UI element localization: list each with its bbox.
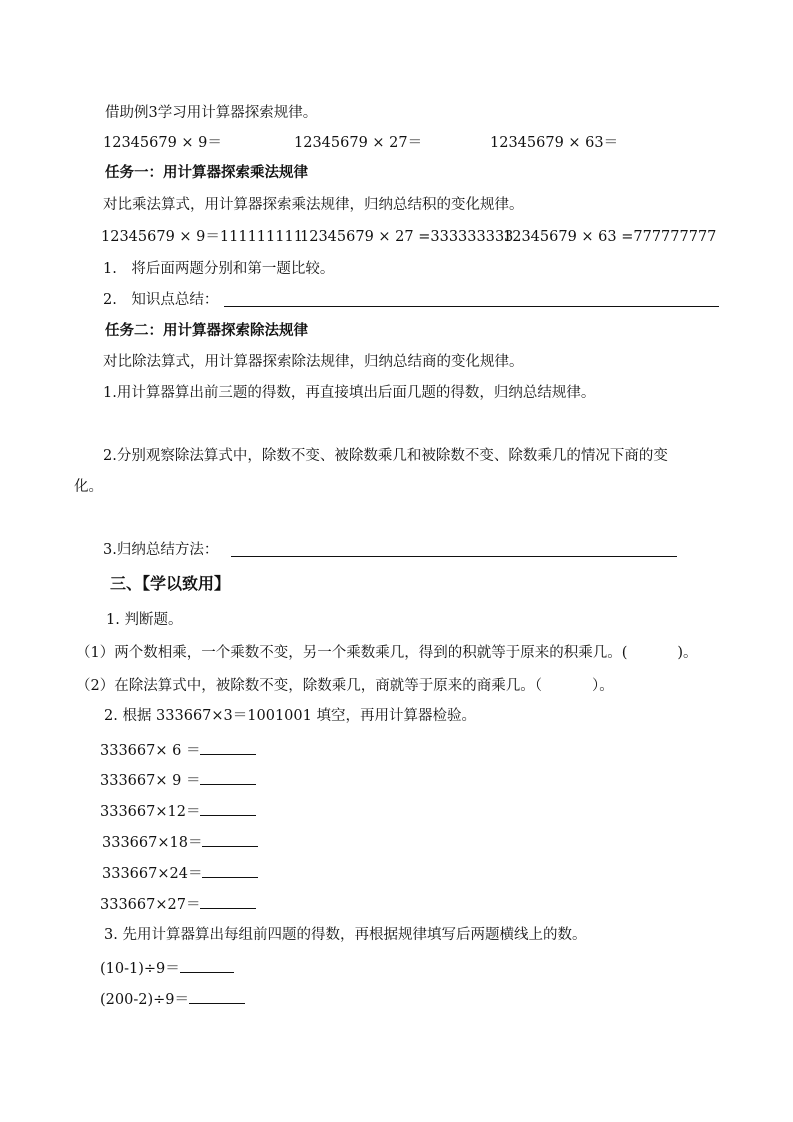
task2-step-2-line-2: 化。: [74, 479, 103, 495]
division-blank-1[interactable]: [180, 958, 234, 973]
judge-item-2-text: （2）在除法算式中，被除数不变，除数乘几，商就等于原来的商乘几。（: [76, 678, 542, 694]
preview-equation-3: 12345679 × 63＝: [490, 135, 619, 151]
fill-item-1: [100, 740, 256, 760]
task2-title: 任务二：用计算器探索除法规律: [105, 322, 308, 339]
task1-title: 任务一：用计算器探索乘法规律: [105, 164, 308, 181]
fill-item-2: [100, 770, 256, 790]
judge-item-1-close: )。: [677, 645, 698, 661]
fill-item-5: [102, 863, 258, 883]
task1-step-2-label: 2. 知识点总结：: [103, 292, 219, 308]
fill-blank-3[interactable]: [200, 801, 256, 816]
division-item-1-text: (10-1)÷9＝: [100, 961, 180, 977]
fill-blank-4[interactable]: [202, 832, 258, 847]
fill-item-4: [102, 832, 258, 852]
division-blank-2[interactable]: [189, 989, 245, 1004]
judge-item-2-close: ）。: [591, 678, 614, 694]
question2-title: 2. 根据 333667×3＝1001001 填空，再用计算器检验。: [104, 708, 476, 724]
fill-item-6-text: 333667×27＝: [100, 897, 201, 913]
task2-step-3-label: 3.归纳总结方法：: [103, 542, 219, 558]
judge-item-1: [76, 644, 698, 662]
preview-equation-2: 12345679 × 27＝: [294, 135, 423, 151]
task1-summary-blank[interactable]: [224, 306, 719, 307]
fill-item-3: [100, 801, 256, 821]
fill-item-5-text: 333667×24＝: [102, 866, 203, 882]
preview-equation-1: 12345679 × 9＝: [103, 135, 222, 151]
division-item-2-text: (200-2)÷9＝: [100, 992, 189, 1008]
task2-step-2-line-1: 2.分别观察除法算式中，除数不变、被除数乘几和被除数不变、除数乘几的情况下商的变: [103, 448, 668, 464]
section3-title: 三、【学以致用】: [110, 574, 231, 593]
question3-title: 3. 先用计算器算出每组前四题的得数，再根据规律填写后两题横线上的数。: [104, 927, 587, 943]
fill-item-4-text: 333667×18＝: [102, 835, 203, 851]
intro-text: 借助例3学习用计算器探索规律。: [105, 105, 318, 121]
task2-step-1: 1.用计算器算出前三题的得数，再直接填出后面几题的得数，归纳总结规律。: [103, 385, 596, 401]
task1-result-1: 12345679 × 9＝111111111: [101, 229, 303, 245]
fill-item-2-text: 333667× 9 ＝: [100, 773, 201, 789]
fill-blank-5[interactable]: [202, 863, 258, 878]
fill-item-1-text: 333667× 6 ＝: [100, 743, 201, 759]
division-item-2: [100, 989, 245, 1009]
judge-item-2: [76, 677, 614, 695]
fill-blank-6[interactable]: [200, 894, 256, 909]
task1-step-1: 1. 将后面两题分别和第一题比较。: [103, 261, 335, 277]
fill-blank-2[interactable]: [200, 770, 256, 785]
judge-item-1-text: （1）两个数相乘，一个乘数不变，另一个乘数乘几，得到的积就等于原来的积乘几。(: [76, 645, 628, 661]
fill-item-6: [100, 894, 256, 914]
task1-result-3: 12345679 × 63 =777777777: [503, 229, 717, 245]
question1-title: 1. 判断题。: [106, 612, 183, 628]
task2-description: 对比除法算式，用计算器探索除法规律，归纳总结商的变化规律。: [103, 354, 524, 370]
fill-item-3-text: 333667×12＝: [100, 804, 201, 820]
task1-result-2: 12345679 × 27 =333333333: [300, 229, 514, 245]
task1-description: 对比乘法算式，用计算器探索乘法规律，归纳总结积的变化规律。: [103, 197, 524, 213]
task2-method-blank[interactable]: [231, 556, 677, 557]
fill-blank-1[interactable]: [200, 740, 256, 755]
division-item-1: [100, 958, 234, 978]
